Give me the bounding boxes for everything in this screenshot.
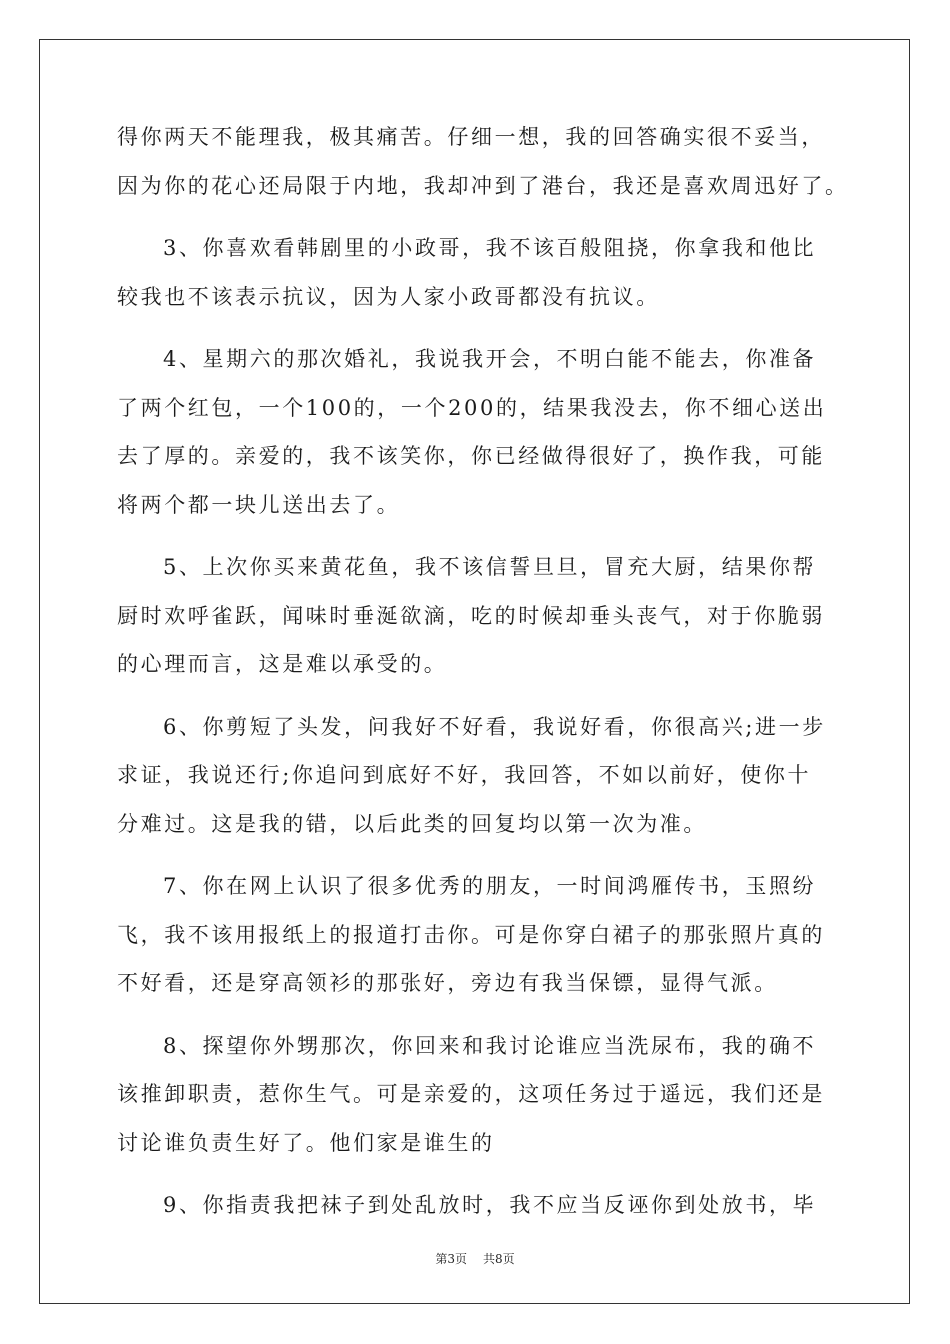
page-footer [0, 1250, 950, 1267]
text-line: 7、你在网上认识了很多优秀的朋友，一时间鸿雁传书，玉照纷 [163, 874, 817, 898]
page-total: 共8页 [483, 1252, 515, 1266]
text-line: 4、星期六的那次婚礼，我说我开会，不明白能不能去，你准备 [163, 347, 817, 371]
text-line: 分难过。这是我的错，以后此类的回复均以第一次为准。 [117, 811, 707, 836]
text-line: 厨时欢呼雀跃，闻味时垂涎欲滴，吃的时候却垂头丧气，对于你脆弱 [117, 603, 825, 628]
text-line: 该推卸职责，惹你生气。可是亲爱的，这项任务过于遥远，我们还是 [117, 1082, 825, 1106]
text-line: 将两个都一块儿送出去了。 [117, 492, 401, 517]
document-body [117, 124, 847, 1241]
text-line: 飞，我不该用报纸上的报道打击你。可是你穿白裙子的那张照片真的 [117, 922, 825, 947]
text-line: 3、你喜欢看韩剧里的小政哥，我不该百般阻挠，你拿我和他比 [163, 236, 817, 260]
text-line: 不好看，还是穿高领衫的那张好，旁边有我当保镖，显得气派。 [117, 971, 778, 995]
text-line: 因为你的花心还局限于内地，我却冲到了港台，我还是喜欢周迅好了。 [117, 173, 849, 198]
text-line: 8、探望你外甥那次，你回来和我讨论谁应当洗尿布，我的确不 [163, 1033, 817, 1058]
text-line: 了两个红包，一个100的，一个200的，结果我没去，你不细心送出 [117, 395, 827, 420]
text-line: 去了厚的。亲爱的，我不该笑你，你已经做得很好了，换作我，可能 [117, 444, 825, 468]
text-line: 较我也不该表示抗议，因为人家小政哥都没有抗议。 [117, 284, 660, 309]
text-line: 求证，我说还行;你追问到底好不好，我回答，不如以前好，使你十 [117, 763, 812, 787]
text-line: 5、上次你买来黄花鱼，我不该信誓旦旦，冒充大厨，结果你帮 [163, 555, 817, 579]
text-line: 的心理而言，这是难以承受的。 [117, 652, 448, 676]
text-line: 得你两天不能理我，极其痛苦。仔细一想，我的回答确实很不妥当， [117, 125, 825, 149]
text-line: 讨论谁负责生好了。他们家是谁生的 [117, 1130, 495, 1155]
page-number: 第3页 [435, 1252, 467, 1266]
text-line: 6、你剪短了头发，问我好不好看，我说好看，你很高兴;进一步 [163, 714, 826, 739]
text-line: 9、你指责我把袜子到处乱放时，我不应当反诬你到处放书，毕 [163, 1193, 817, 1217]
